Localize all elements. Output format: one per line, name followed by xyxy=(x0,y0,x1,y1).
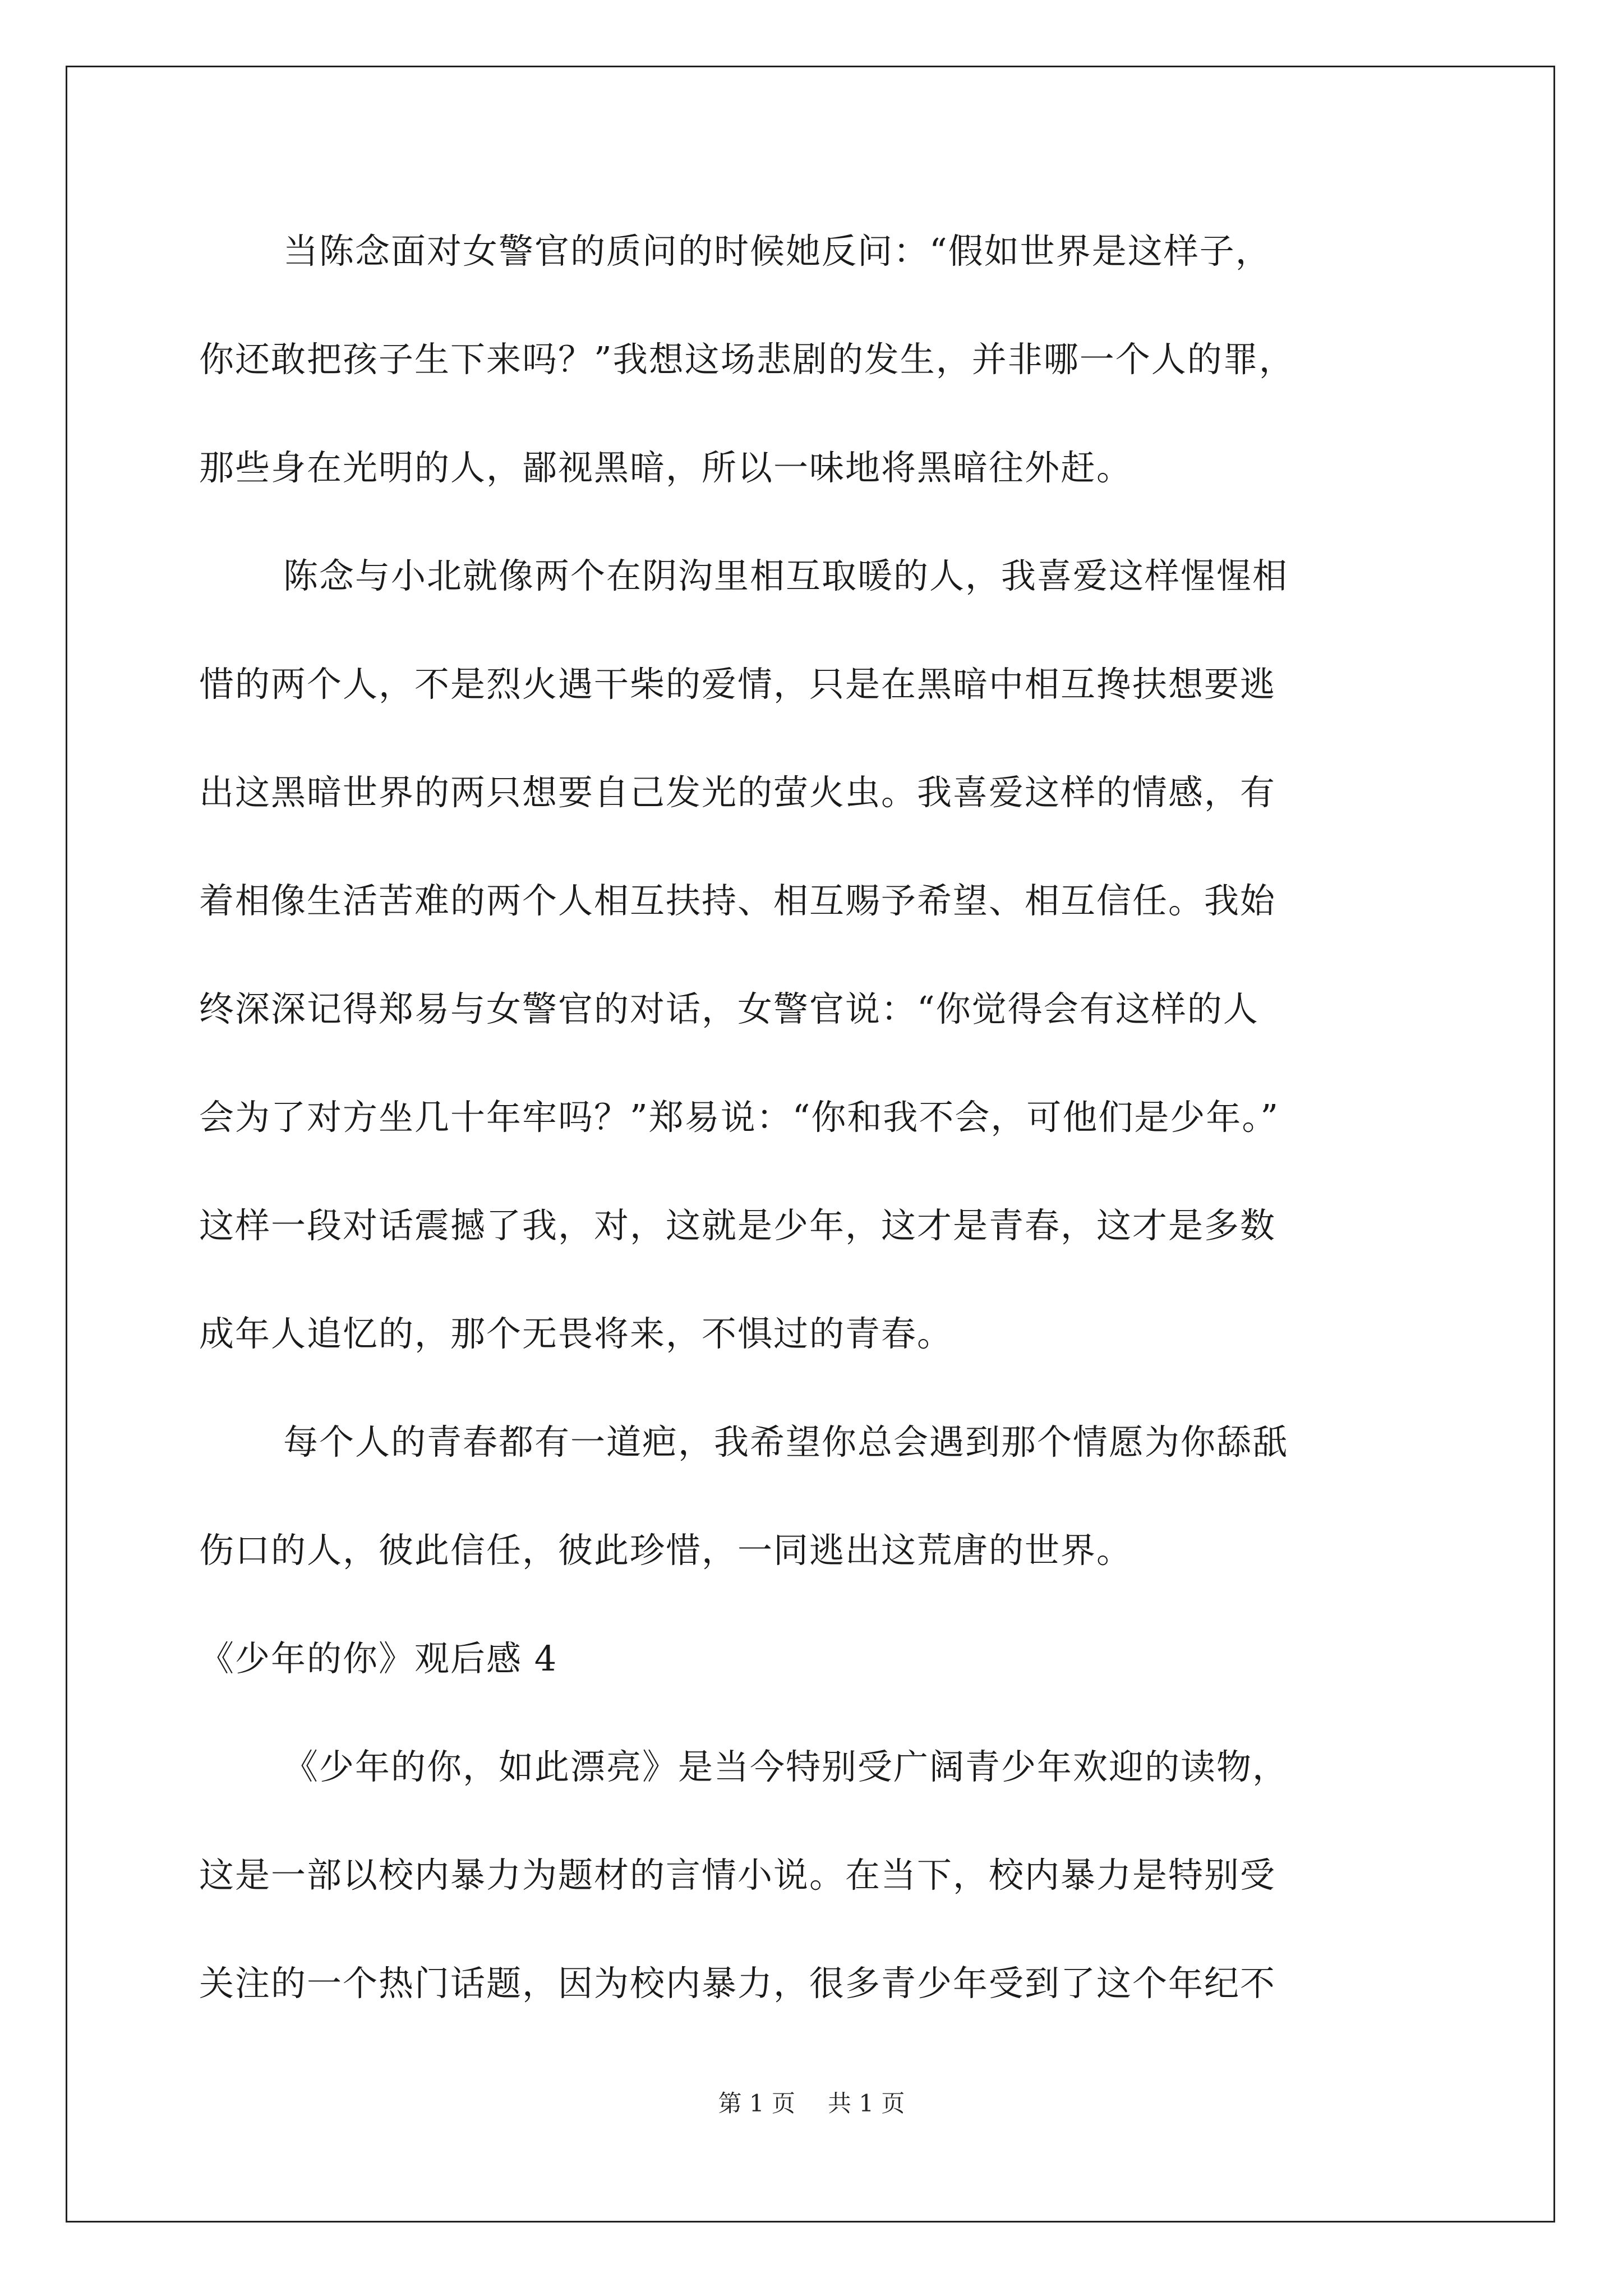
section-heading: 《少年的你》观后感 4 xyxy=(199,1638,558,1679)
paragraph-3 xyxy=(199,1388,1433,1604)
paragraph-line: 会为了对方坐几十年牢吗？”郑易说：“你和我不会，可他们是少年。” xyxy=(199,1097,1280,1138)
paragraph-4 xyxy=(199,1713,1433,2037)
paragraph-line: 《少年的你，如此漂亮》是当今特别受广阔青少年欢迎的读物， xyxy=(283,1746,1289,1787)
paragraph-line: 伤口的人，彼此信任，彼此珍惜，一同逃出这荒唐的世界。 xyxy=(199,1530,1133,1571)
paragraph-line: 关注的一个热门话题，因为校内暴力，很多青少年受到了这个年纪不 xyxy=(199,1963,1276,2004)
paragraph-line: 这样一段对话震撼了我，对，这就是少年，这才是青春，这才是多数 xyxy=(199,1205,1276,1246)
paragraph-line: 那些身在光明的人，鄙视黑暗，所以一味地将黑暗往外赶。 xyxy=(199,447,1133,488)
paragraph-line: 这是一部以校内暴力为题材的言情小说。在当下，校内暴力是特别受 xyxy=(199,1855,1276,1895)
paragraph-line: 每个人的青春都有一道疤，我希望你总会遇到那个情愿为你舔舐 xyxy=(283,1421,1289,1462)
paragraph-line: 出这黑暗世界的两只想要自己发光的萤火虫。我喜爱这样的情感，有 xyxy=(199,772,1276,813)
paragraph-line: 终深深记得郑易与女警官的对话，女警官说：“你觉得会有这样的人 xyxy=(199,988,1259,1029)
paragraph-line: 陈念与小北就像两个在阴沟里相互取暖的人，我喜爱这样惺惺相 xyxy=(283,555,1289,596)
page-number-total: 共 1 页 xyxy=(828,2090,905,2117)
paragraph-line: 成年人追忆的，那个无畏将来，不惧过的青春。 xyxy=(199,1313,953,1354)
paragraph-2 xyxy=(199,522,1433,1388)
paragraph-line: 着相像生活苦难的两个人相互扶持、相互赐予希望、相互信任。我始 xyxy=(199,880,1276,921)
page-number-current: 第 1 页 xyxy=(718,2090,795,2117)
paragraph-line: 惜的两个人，不是烈火遇干柴的爱情，只是在黑暗中相互搀扶想要逃 xyxy=(199,664,1276,705)
paragraph-line: 你还敢把孩子生下来吗？”我想这场悲剧的发生，并非哪一个人的罪， xyxy=(199,339,1295,380)
paragraph-1 xyxy=(199,197,1433,522)
page-footer xyxy=(0,2087,1623,2120)
paragraph-line: 当陈念面对女警官的质问的时候她反问：“假如世界是这样子， xyxy=(283,231,1271,272)
